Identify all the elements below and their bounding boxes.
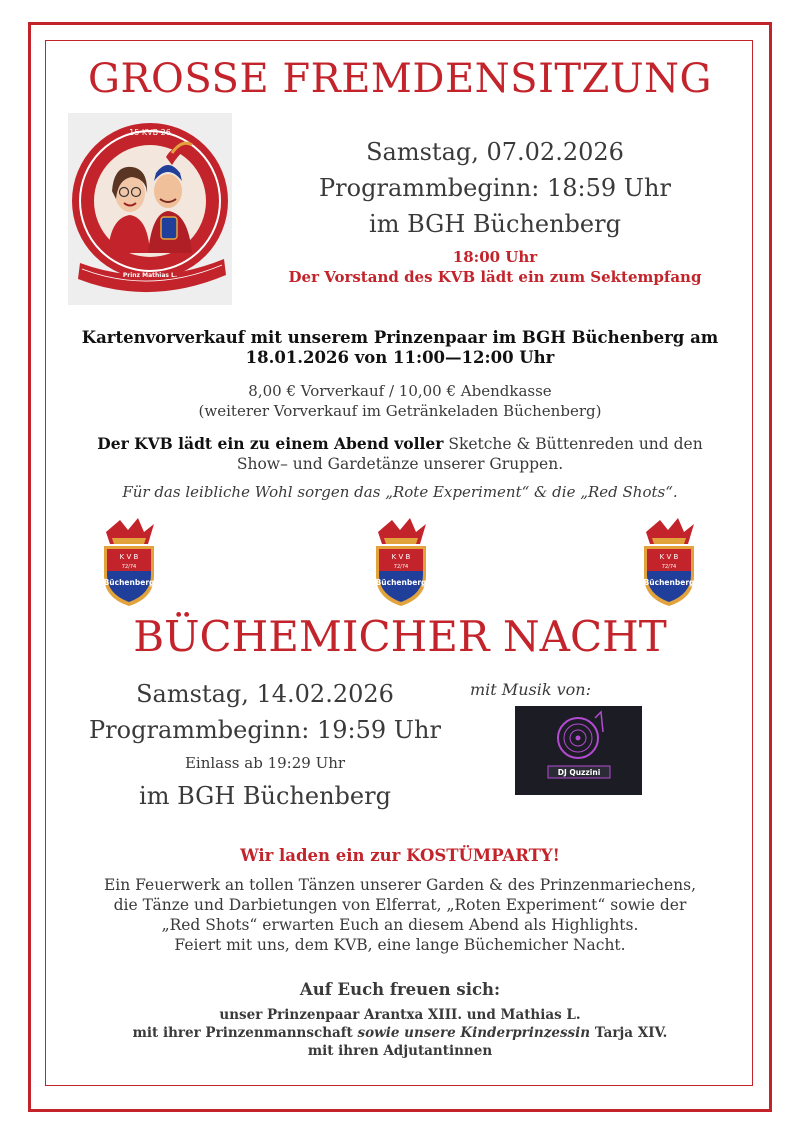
kvb-logo-name: Büchenberg (103, 578, 155, 587)
hosts-2a: mit ihrer Prinzenmannschaft (132, 1025, 353, 1041)
event2-date: Samstag, 14.02.2026 (136, 680, 394, 708)
event2-start: Programmbeginn: 19:59 Uhr (89, 716, 441, 744)
event1-start: Programmbeginn: 18:59 Uhr (319, 174, 671, 202)
kvb-logo-year: 72/74 (661, 564, 677, 570)
event2-title: BÜCHEMICHER NACHT (133, 612, 667, 661)
hosts-line-2 (45, 1025, 755, 1041)
dj-name: DJ Quzzini (557, 768, 601, 777)
prices: 8,00 € Vorverkauf / 10,00 € Abendkasse (248, 382, 552, 400)
event1-reception-time: 18:00 Uhr (452, 248, 538, 266)
desc-line-1: Ein Feuerwerk an tollen Tänzen unserer Garden & des Prinzenmariechens, (103, 876, 697, 894)
kvb-logo-top: K V B (119, 553, 139, 561)
kvb-logo-top: K V B (391, 553, 411, 561)
kvb-logo-left (98, 518, 160, 608)
kvb-logo-name: Büchenberg (643, 578, 695, 587)
event1-date: Samstag, 07.02.2026 (366, 138, 624, 166)
badge-top-text: 15 KVB 26 (129, 128, 171, 137)
event1-title: GROSSE FREMDENSITZUNG (87, 56, 712, 102)
presale-line-2: 18.01.2026 von 11:00—12:00 Uhr (245, 348, 555, 367)
desc-line-4: Feiert mit uns, dem KVB, eine lange Büchemicher Nacht. (174, 936, 626, 954)
desc-line-2: die Tänze und Darbietungen von Elferrat, „Roten Experiment“ sowie der (113, 896, 687, 914)
event2-admission: Einlass ab 19:29 Uhr (184, 754, 346, 772)
kvb-logo-top: K V B (659, 553, 679, 561)
invite-line-1 (45, 434, 755, 453)
kvb-logo-year: 72/74 (121, 564, 137, 570)
catering: Für das leibliche Wohl sorgen das „Rote Experiment“ & die „Red Shots“. (122, 483, 678, 501)
kvb-logo-year: 72/74 (393, 564, 409, 570)
presale-more: (weiterer Vorverkauf im Getränkeladen Büchenberg) (198, 402, 602, 420)
desc-line-3: „Red Shots“ erwarten Euch an diesem Abend als Highlights. (161, 916, 639, 934)
kvb-logo-name: Büchenberg (375, 578, 427, 587)
hosts-2c: Tarja XIV. (594, 1025, 668, 1041)
hosts-line-1: unser Prinzenpaar Arantxa XIII. und Mathias L. (219, 1007, 581, 1023)
event2-location: im BGH Büchenberg (139, 782, 391, 810)
event1-reception-text: Der Vorstand des KVB lädt ein zum Sektempfang (288, 268, 702, 286)
invite-bold: Der KVB lädt ein zu einem Abend voller (97, 434, 444, 453)
dj-logo (515, 706, 642, 795)
kvb-logo-right (638, 518, 700, 608)
hosts-title: Auf Euch freuen sich: (299, 980, 501, 999)
hosts-2b: sowie unsere Kinderprinzessin (357, 1025, 591, 1041)
party-invite: Wir laden ein zur KOSTÜMPARTY! (240, 846, 560, 865)
hosts-line-3: mit ihren Adjutantinnen (307, 1043, 493, 1059)
invite-rest-1: Sketche & Büttenreden und den (448, 435, 703, 453)
kvb-logo-center (370, 518, 432, 608)
event1-location: im BGH Büchenberg (369, 210, 621, 238)
prince-couple-badge (68, 113, 232, 305)
presale-line-1: Kartenvorverkauf mit unserem Prinzenpaar im BGH Büchenberg am (81, 328, 719, 347)
music-label: mit Musik von: (470, 680, 591, 699)
invite-line-2: Show– und Gardetänze unserer Gruppen. (236, 455, 564, 473)
badge-ribbon-text: Prinz Mathias L. (122, 272, 178, 279)
